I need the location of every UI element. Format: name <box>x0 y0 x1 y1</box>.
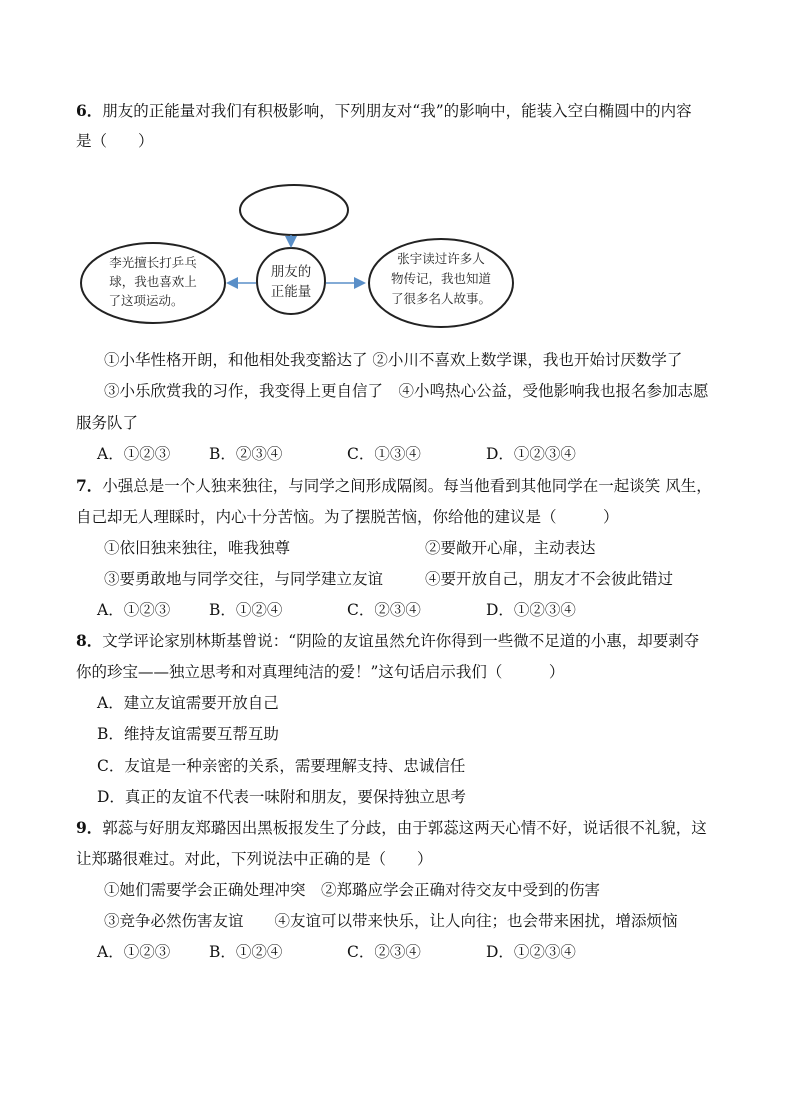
center-ellipse <box>257 248 325 314</box>
q7-item-3: ③要勇敢地与同学交往，与同学建立友谊 <box>104 570 384 588</box>
q9-option-b[interactable]: B．①②④ <box>209 943 283 961</box>
q6-stem-line1: 6．朋友的正能量对我们有积极影响，下列朋友对“我”的影响中，能装入空白椭圆中的内容 <box>76 101 692 120</box>
right-label-2: 物传记，我也知道 <box>390 271 492 286</box>
q8-stem-line2: 你的珍宝——独立思考和对真理纯洁的爱！”这句话启示我们（ ） <box>76 663 565 681</box>
q9-items-line1: ①她们需要学会正确处理冲突 ②郑璐应学会正确对待交友中受到的伤害 <box>104 881 601 899</box>
q8-option-d[interactable]: D．真正的友谊不代表一味附和朋友，要保持独立思考 <box>97 788 466 806</box>
q6-option-b[interactable]: B．②③④ <box>209 445 283 463</box>
q9-stem-line2: 让郑璐很难过。对此，下列说法中正确的是（ ） <box>76 850 433 868</box>
q6-friendship-diagram <box>76 183 516 333</box>
q8-option-b[interactable]: B．维持友谊需要互帮互助 <box>97 725 279 743</box>
center-label-2: 正能量 <box>270 284 312 300</box>
q7-option-a[interactable]: A．①②③ <box>97 601 171 619</box>
q7-number: 7． <box>76 476 103 495</box>
right-label-1: 张宇读过许多人 <box>397 251 485 266</box>
q6-option-a[interactable]: A．①②③ <box>97 445 171 463</box>
center-label-1: 朋友的 <box>270 264 312 280</box>
q7-item-1: ①依旧独来独往，唯我独尊 <box>104 539 291 557</box>
left-label-1: 李光擅长打乒乓 <box>109 255 197 270</box>
q8-number: 8． <box>76 631 103 650</box>
q8-stem-line1: 8．文学评论家别林斯基曾说：“阴险的友谊虽然允许你得到一些微不足道的小惠，却要剥夺 <box>76 631 700 650</box>
q7-option-d[interactable]: D．①②③④ <box>486 601 576 619</box>
q7-option-b[interactable]: B．①②④ <box>209 601 283 619</box>
q9-option-d[interactable]: D．①②③④ <box>486 943 576 961</box>
q7-stem-line1: 7．小强总是一个人独来独往，与同学之间形成隔阂。每当他看到其他同学在一起谈笑 风生， <box>76 476 712 495</box>
q9-stem-line1: 9．郭蕊与好朋友郑璐因出黑板报发生了分歧，由于郭蕊这两天心情不好，说话很不礼貌，这 <box>76 818 707 837</box>
q6-items-line2: ③小乐欣赏我的习作，我变得上更自信了 ④小鸣热心公益，受他影响我也报名参加志愿 <box>104 382 709 400</box>
q9-option-c[interactable]: C．②③④ <box>347 943 421 961</box>
blank-ellipse <box>240 185 348 235</box>
q6-option-d[interactable]: D．①②③④ <box>486 445 576 463</box>
q6-items-line1: ①小华性格开朗，和他相处我变豁达了 ②小川不喜欢上数学课，我也开始讨厌数学了 <box>104 351 683 369</box>
q9-items-line2: ③竞争必然伤害友谊 ④友谊可以带来快乐，让人向往；也会带来困扰，增添烦恼 <box>104 912 678 930</box>
q6-number: 6． <box>76 101 103 120</box>
q6-stem-line2: 是（ ） <box>76 132 154 150</box>
q6-option-c[interactable]: C．①③④ <box>347 445 421 463</box>
q7-option-c[interactable]: C．②③④ <box>347 601 421 619</box>
q6-items-line3: 服务队了 <box>76 414 139 432</box>
q7-item-2: ②要敞开心扉，主动表达 <box>425 539 596 557</box>
q9-number: 9． <box>76 818 103 837</box>
q8-option-a[interactable]: A．建立友谊需要开放自己 <box>97 694 279 712</box>
left-label-2: 球，我也喜欢上 <box>109 274 197 289</box>
q9-option-a[interactable]: A．①②③ <box>97 943 171 961</box>
q8-option-c[interactable]: C．友谊是一种亲密的关系，需要理解支持、忠诚信任 <box>97 757 466 775</box>
left-label-3: 了这项运动。 <box>108 293 184 308</box>
q7-stem-line2: 自己却无人理睬时，内心十分苦恼。为了摆脱苦恼，你给他的建议是（ ） <box>76 508 619 526</box>
right-label-3: 了很多名人故事。 <box>390 291 492 306</box>
q7-item-4: ④要开放自己，朋友才不会彼此错过 <box>425 570 674 588</box>
